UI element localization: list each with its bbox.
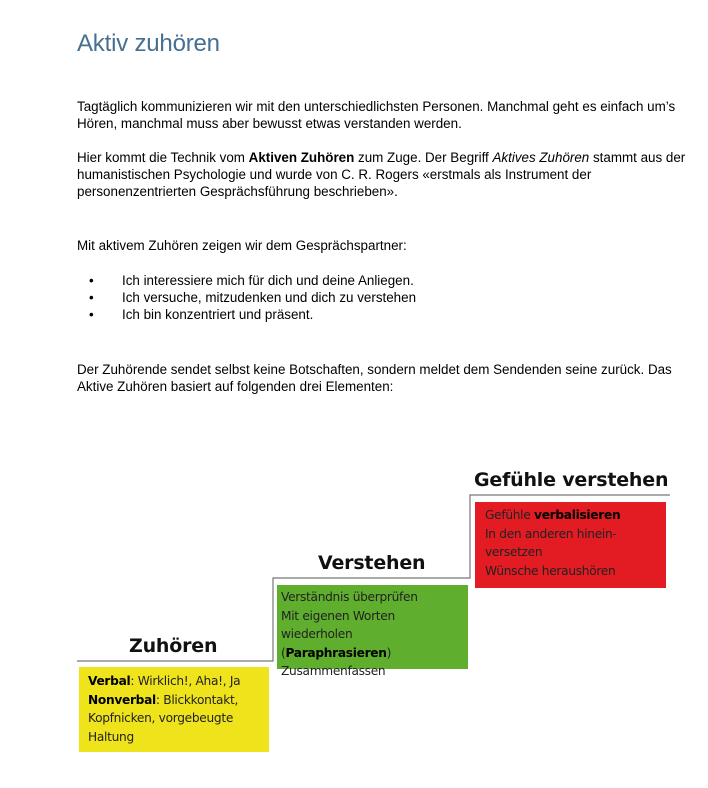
- box-line: Zusammenfassen: [281, 664, 386, 678]
- bullet-icon: •: [89, 290, 94, 305]
- list-item-text: Ich bin konzentriert und präsent.: [122, 307, 314, 322]
- list-intro: Mit aktivem Zuhören zeigen wir dem Gesprächspartner:: [77, 238, 407, 253]
- box-line: Haltung: [88, 729, 134, 744]
- box-line: Mit eigenen Worten: [281, 608, 395, 623]
- bold-term: Verbal: [88, 674, 131, 688]
- box-line: [88, 691, 260, 710]
- step-box-verstehen: [277, 585, 468, 678]
- text: Gefühle: [485, 508, 535, 522]
- bold-term: Nonverbal: [88, 692, 156, 707]
- list-item: [77, 272, 416, 289]
- box-line: versetzen: [485, 545, 543, 559]
- text: ): [386, 645, 392, 660]
- list-item: [77, 306, 416, 323]
- box-line: [88, 672, 260, 691]
- bullet-list: [77, 272, 416, 323]
- list-item-text: Ich interessiere mich für dich und deine Anliegen.: [122, 273, 414, 288]
- bold-term: Paraphrasieren: [285, 645, 387, 660]
- box-line: [485, 506, 658, 525]
- bold-term: Aktiven Zuhören: [248, 150, 355, 165]
- bullet-icon: •: [89, 307, 94, 322]
- list-item-text: Ich versuche, mitzudenken und dich zu verstehen: [122, 290, 417, 305]
- page-title: Aktiv zuhören: [77, 30, 220, 57]
- text: : Wirklich!, Aha!, Ja: [130, 674, 241, 688]
- technique-paragraph: [77, 149, 697, 200]
- bullet-icon: •: [89, 273, 94, 288]
- list-item: [77, 289, 416, 306]
- bold-term: verbalisieren: [534, 508, 621, 522]
- box-line: Wünsche heraushören: [485, 563, 616, 578]
- text: zum Zuge. Der Begriff: [354, 150, 493, 165]
- elements-paragraph: Der Zuhörende sendet selbst keine Botschaften, sondern meldet dem Sendenden seine zurück. Das Aktive Zuhören basiert auf folgenden drei Elementen:: [77, 362, 672, 394]
- box-line: Verständnis überprüfen: [281, 590, 418, 604]
- text: Hier kommt die Technik vom: [77, 150, 249, 165]
- box-line: Kopfnicken, vorgebeugte: [88, 711, 234, 725]
- step-box-zuhoeren: [79, 667, 269, 752]
- step-title-verstehen: Verstehen: [318, 552, 426, 574]
- box-line: In den anderen hinein-: [485, 526, 617, 541]
- text: stammt aus der humanistischen Psychologie und wurde von C. R. Rogers «erstmals als Instrument der personenzentrierten Gesprächsführung beschrieben».: [77, 150, 686, 199]
- step-title-gefuehle-verstehen: Gefühle verstehen: [474, 469, 669, 491]
- text: : Blickkontakt,: [155, 692, 239, 707]
- step-title-zuhoeren: Zuhören: [129, 635, 218, 657]
- box-line: [281, 625, 464, 662]
- italic-term: Aktives Zuhören: [492, 150, 590, 165]
- text: wiederholen (: [281, 627, 353, 660]
- step-box-gefuehle-verstehen: [475, 502, 666, 588]
- intro-paragraph: Tagtäglich kommunizieren wir mit den unterschiedlichsten Personen. Manchmal geht es einfach um’s Hören, manchmal muss aber bewusst etwas verstanden werden.: [77, 99, 676, 131]
